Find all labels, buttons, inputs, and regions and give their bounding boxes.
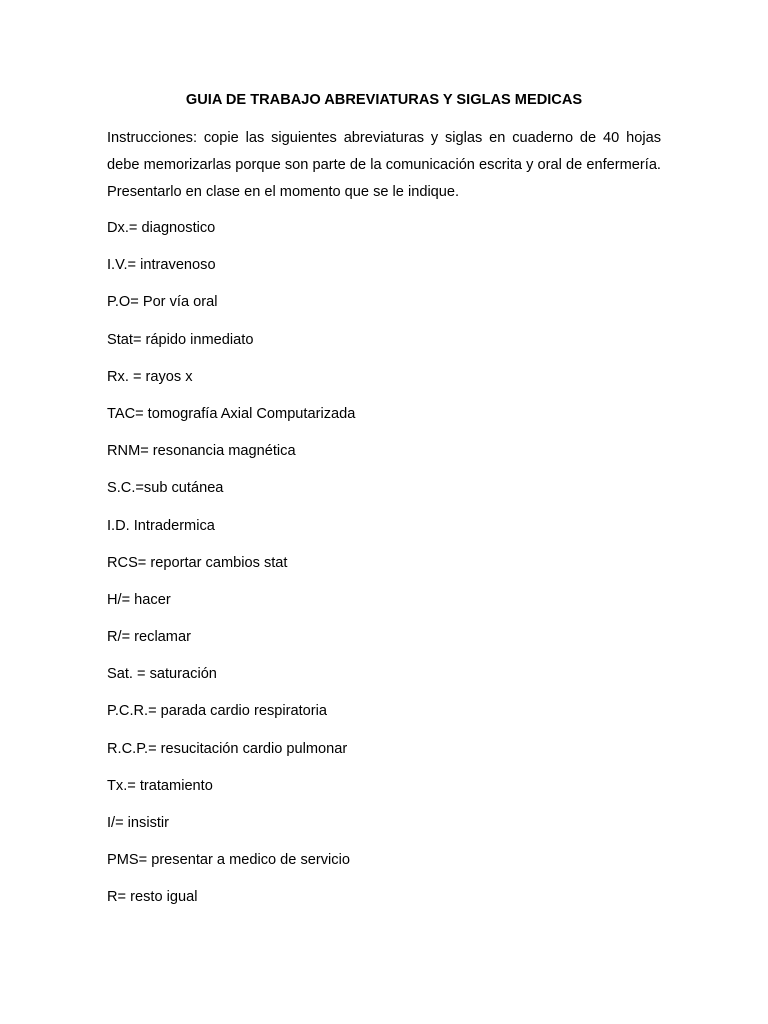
- abbreviation-item: S.C.=sub cutánea: [107, 480, 224, 497]
- abbreviation-item: P.C.R.= parada cardio respiratoria: [107, 703, 327, 720]
- abbreviation-item: R.C.P.= resucitación cardio pulmonar: [107, 740, 348, 757]
- abbreviation-item: Tx.= tratamiento: [107, 777, 213, 794]
- abbreviation-item: R/= reclamar: [107, 629, 191, 646]
- abbreviation-item: H/= hacer: [107, 591, 171, 608]
- abbreviation-list: [107, 217, 661, 924]
- document-title: GUIA DE TRABAJO ABREVIATURAS Y SIGLAS MEDICAS: [185, 92, 583, 108]
- abbreviation-item: P.O= Por vía oral: [107, 294, 218, 311]
- abbreviation-item: Stat= rápido inmediato: [107, 331, 254, 348]
- abbreviation-item: I/= insistir: [107, 815, 170, 831]
- abbreviation-item: PMS= presentar a medico de servicio: [107, 852, 350, 869]
- abbreviation-item: I.D. Intradermica: [107, 517, 215, 534]
- abbreviation-item: R= resto igual: [107, 889, 198, 906]
- instructions-paragraph: Instrucciones: copie las siguientes abreviaturas y siglas en cuaderno de 40 hojas debe memorizarlas porque son parte de la comunicación escrita y oral de enfermería. Presentarlo en clase en el momento que se le indique.: [107, 130, 661, 200]
- abbreviation-item: TAC= tomografía Axial Computarizada: [107, 405, 356, 422]
- abbreviation-item: Rx. = rayos x: [107, 368, 193, 385]
- abbreviation-item: RCS= reportar cambios stat: [107, 554, 288, 571]
- abbreviation-item: Dx.= diagnostico: [107, 220, 216, 236]
- abbreviation-item: I.V.= intravenoso: [107, 257, 216, 274]
- abbreviation-item: RNM= resonancia magnética: [107, 443, 296, 460]
- abbreviation-item: Sat. = saturación: [107, 666, 217, 683]
